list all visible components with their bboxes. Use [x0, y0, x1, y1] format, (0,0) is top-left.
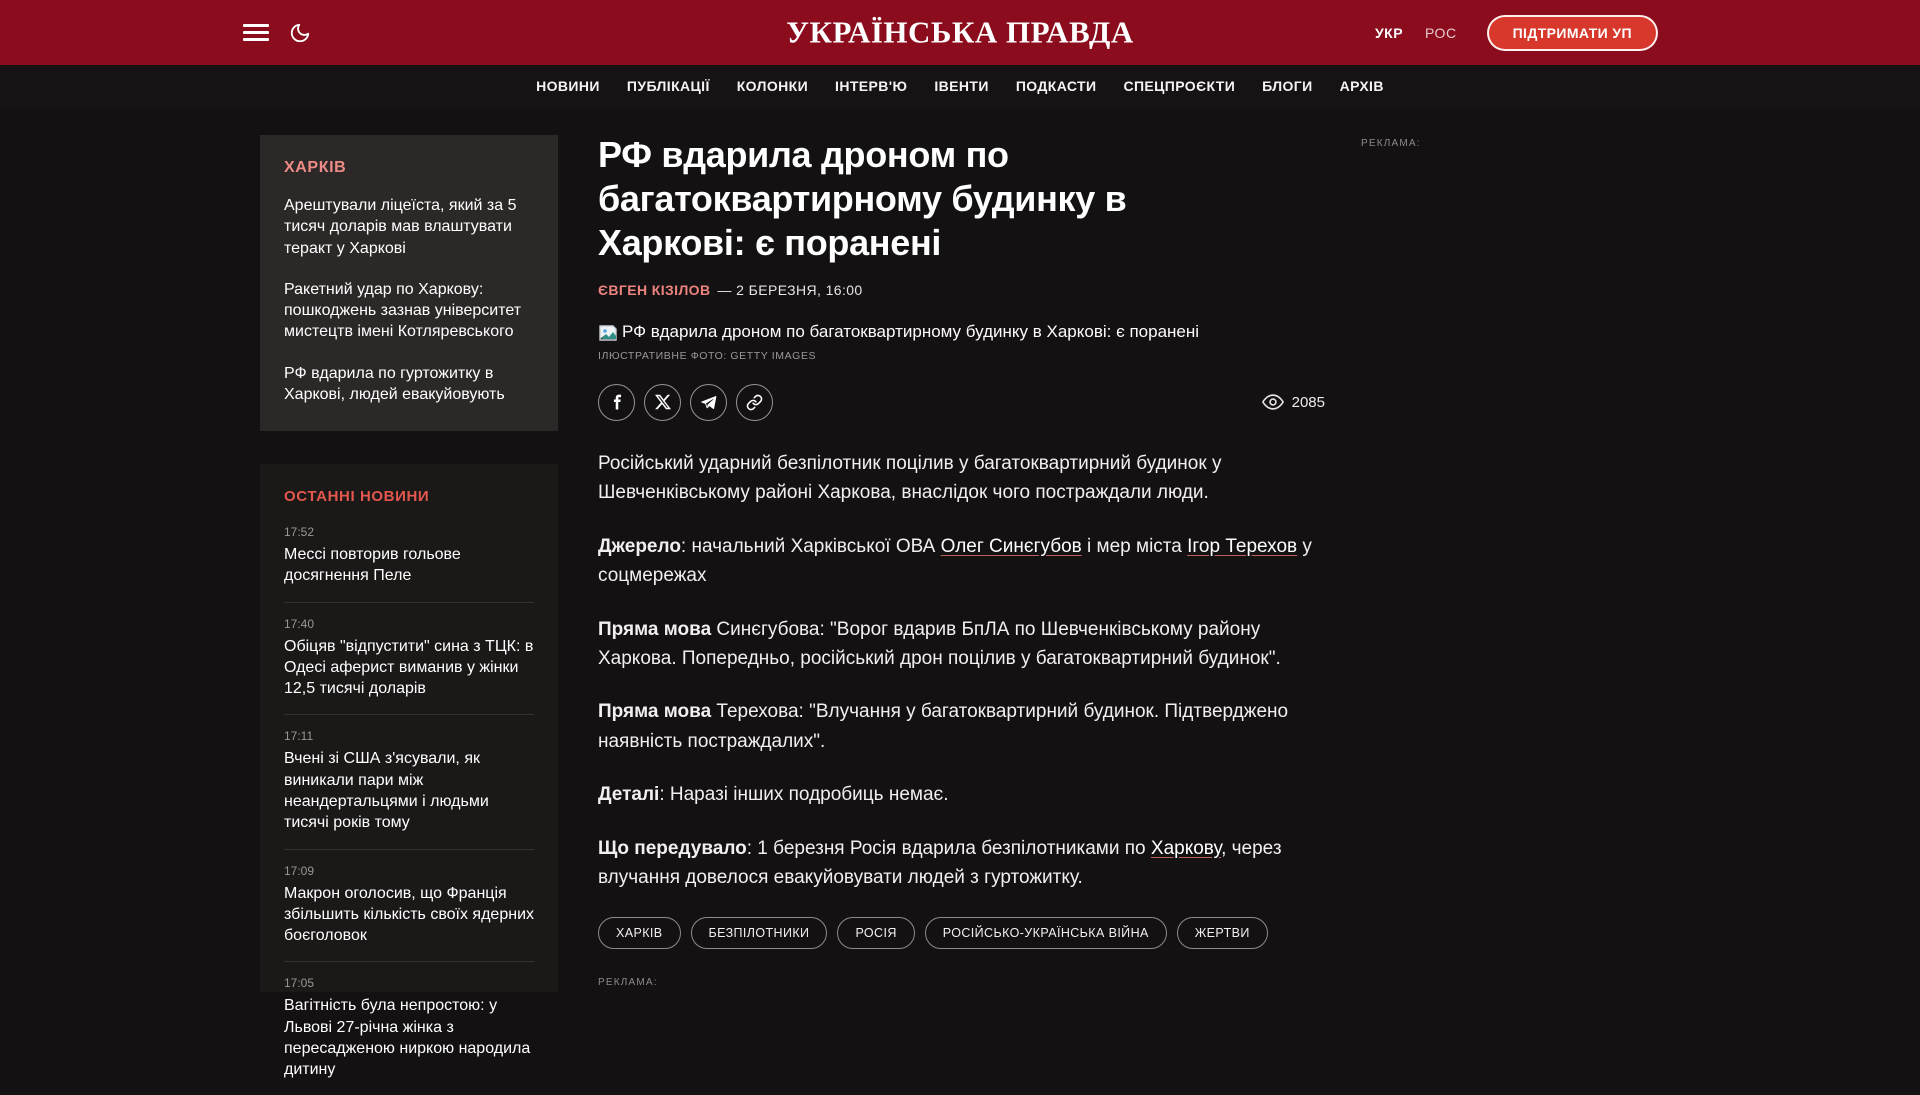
paragraph-lead: Що передувало — [598, 837, 747, 859]
paragraph-text: : 1 березня Росія вдарила безпілотниками по — [746, 837, 1151, 859]
latest-news-box — [260, 464, 558, 1079]
paragraph-lead: Джерело — [598, 535, 681, 557]
telegram-icon — [700, 394, 717, 411]
x-twitter-icon — [655, 394, 671, 410]
paragraph — [598, 532, 1325, 591]
image-alt-text: РФ вдарила дроном по багатоквартирному будинку в Харкові: є поранені — [622, 321, 1200, 341]
copy-link-button[interactable] — [736, 384, 773, 421]
latest-news-title: ОСТАННІ НОВИНИ — [284, 488, 430, 506]
tag-rosiia[interactable]: РОСІЯ — [837, 917, 914, 949]
header-right-controls — [1375, 0, 1658, 65]
nav-item-novyny[interactable]: НОВИНИ — [536, 78, 600, 94]
paragraph-text: Російський ударний безпілотник поцілив у багатоквартирний будинок у Шевченківському районі Харкова, внаслідок чого постраждали люди. — [598, 452, 1222, 504]
news-timestamp: 17:40 — [284, 616, 315, 631]
kharkiv-related-box — [260, 135, 558, 431]
link-icon — [746, 394, 763, 411]
right-rail — [1361, 107, 1920, 149]
paragraph — [598, 697, 1325, 756]
kharkiv-related-link[interactable]: Ракетний удар по Харкову: пошкоджень зазнав університет мистецтв імені Котляревського — [284, 280, 522, 341]
news-item-title: Обіцяв "відпустити" сина з ТЦК: в Одесі аферист виманив у жінки 12,5 тисячі доларів — [284, 637, 534, 698]
news-timestamp: 17:52 — [284, 525, 315, 540]
article-tags — [598, 917, 1325, 949]
top-header-bar — [0, 0, 1920, 65]
ad-label-right: РЕКЛАМА: — [1361, 138, 1421, 149]
paragraph-text: : начальний Харківської ОВА — [680, 535, 941, 557]
paragraph — [598, 780, 1325, 809]
nav-item-iventy[interactable]: ІВЕНТИ — [934, 78, 989, 94]
paragraph-text: , через влучання довелося евакуйовувати людей з гуртожитку. — [598, 837, 1282, 889]
kharkiv-related-link[interactable]: РФ вдарила по гуртожитку в Харкові, людей евакуйовують — [284, 364, 505, 403]
inline-link-synehubov[interactable]: Олег Синєгубов — [940, 535, 1082, 557]
image-caption: ІЛЮСТРАТИВНЕ ФОТО: GETTY IMAGES — [598, 349, 817, 362]
share-facebook-button[interactable] — [598, 384, 635, 421]
article-title: РФ вдарила дроном по багатоквартирному будинку в Харкові: є поранені — [598, 134, 1127, 263]
tag-rosiisko-ukrainska-viina[interactable]: РОСІЙСЬКО-УКРАЇНСЬКА ВІЙНА — [925, 917, 1167, 949]
paragraph-text: Синєгубова: "Ворог вдарив БпЛА по Шевченківському району Харкова. Попередньо, російський дрон поцілив у багатоквартирний будинок". — [598, 618, 1281, 669]
paragraph-text: Терехова: "Влучання у багатоквартирний будинок. Підтверджено наявність постраждалих". — [598, 701, 1289, 752]
paragraph-text: : Наразі інших подробиць немає. — [659, 784, 949, 806]
author-link[interactable]: ЄВГЕН КІЗІЛОВ — [598, 281, 711, 298]
paragraph-lead: Пряма мова — [598, 701, 712, 723]
latest-news-item[interactable] — [284, 714, 534, 848]
view-counter — [1262, 391, 1325, 413]
article-image-broken — [598, 321, 1325, 343]
nav-item-arkhiv[interactable]: АРХІВ — [1339, 78, 1384, 94]
latest-news-item[interactable] — [284, 511, 534, 602]
support-up-button[interactable]: ПІДТРИМАТИ УП — [1487, 15, 1658, 51]
latest-news-item[interactable] — [284, 602, 534, 715]
facebook-icon — [608, 393, 626, 411]
nav-item-intervyu[interactable]: ІНТЕРВ'Ю — [835, 78, 908, 94]
content-area — [0, 107, 1920, 1079]
news-timestamp: 17:09 — [284, 863, 315, 878]
kharkiv-box-title: ХАРКІВ — [284, 159, 347, 176]
eye-icon — [1262, 391, 1284, 413]
view-count: 2085 — [1291, 393, 1325, 411]
news-item-title: Вчені зі США з'ясували, як виникали пари між неандертальцями і людьми тисячі років тому — [284, 750, 489, 832]
paragraph-lead: Пряма мова — [598, 618, 712, 640]
paragraph — [598, 449, 1325, 508]
tag-zhertvy[interactable]: ЖЕРТВИ — [1177, 917, 1268, 949]
article-byline — [598, 282, 1325, 298]
news-item-title: Мессі повторив гольове досягнення Пеле — [284, 546, 461, 585]
site-logo[interactable]: УКРАЇНСЬКА ПРАВДА — [786, 13, 1134, 49]
inline-link-terekhov[interactable]: Ігор Терехов — [1187, 535, 1298, 557]
left-sidebar — [260, 107, 558, 1079]
article-body — [598, 449, 1325, 893]
ad-label-bottom: РЕКЛАМА: — [598, 976, 658, 988]
nav-item-kolonky[interactable]: КОЛОНКИ — [736, 78, 809, 94]
news-timestamp: 17:11 — [284, 729, 314, 744]
paragraph — [598, 834, 1325, 893]
broken-image-icon — [598, 323, 618, 343]
lang-toggle-ukr[interactable]: УКР — [1374, 24, 1404, 41]
nav-item-spetsproekty[interactable]: СПЕЦПРОЄКТИ — [1123, 78, 1236, 94]
paragraph-lead: Деталі — [598, 784, 660, 806]
news-item-title: Макрон оголосив, що Франція збільшить кількість своїх ядерних боєголовок — [284, 884, 534, 945]
share-row — [598, 384, 1325, 421]
lang-toggle-ros[interactable]: РОС — [1425, 24, 1457, 41]
paragraph-text: у соцмережах — [598, 535, 1312, 587]
kharkiv-related-link[interactable]: Арештували ліцеїста, який за 5 тисяч доларів мав влаштувати теракт у Харкові — [284, 197, 517, 257]
news-item-title: Вагітність була непростою: у Львові 27-річна жінка з пересадженою ниркою народила дитину — [284, 997, 531, 1079]
paragraph — [598, 615, 1325, 674]
nav-item-podkasty[interactable]: ПОДКАСТИ — [1015, 78, 1097, 94]
nav-item-blohy[interactable]: БЛОГИ — [1262, 78, 1313, 94]
news-timestamp: 17:05 — [284, 976, 315, 991]
nav-item-publikatsii[interactable]: ПУБЛІКАЦІЇ — [626, 78, 710, 94]
share-telegram-button[interactable] — [690, 384, 727, 421]
dark-mode-moon-icon[interactable] — [289, 22, 311, 44]
tag-bezpilotnyky[interactable]: БЕЗПІЛОТНИКИ — [691, 917, 828, 949]
main-navigation — [0, 65, 1920, 107]
tag-kharkiv[interactable]: ХАРКІВ — [598, 917, 681, 949]
inline-link-kharkiv[interactable]: Харкову — [1150, 837, 1222, 859]
latest-news-item[interactable] — [284, 961, 534, 1095]
share-x-twitter-button[interactable] — [644, 384, 681, 421]
header-left-controls — [243, 0, 311, 65]
publish-date: — 2 БЕРЕЗНЯ, 16:00 — [717, 281, 863, 298]
paragraph-text: і мер міста — [1081, 535, 1188, 557]
hamburger-menu-icon[interactable] — [243, 24, 269, 41]
article-main — [598, 107, 1325, 988]
latest-news-item[interactable] — [284, 849, 534, 962]
